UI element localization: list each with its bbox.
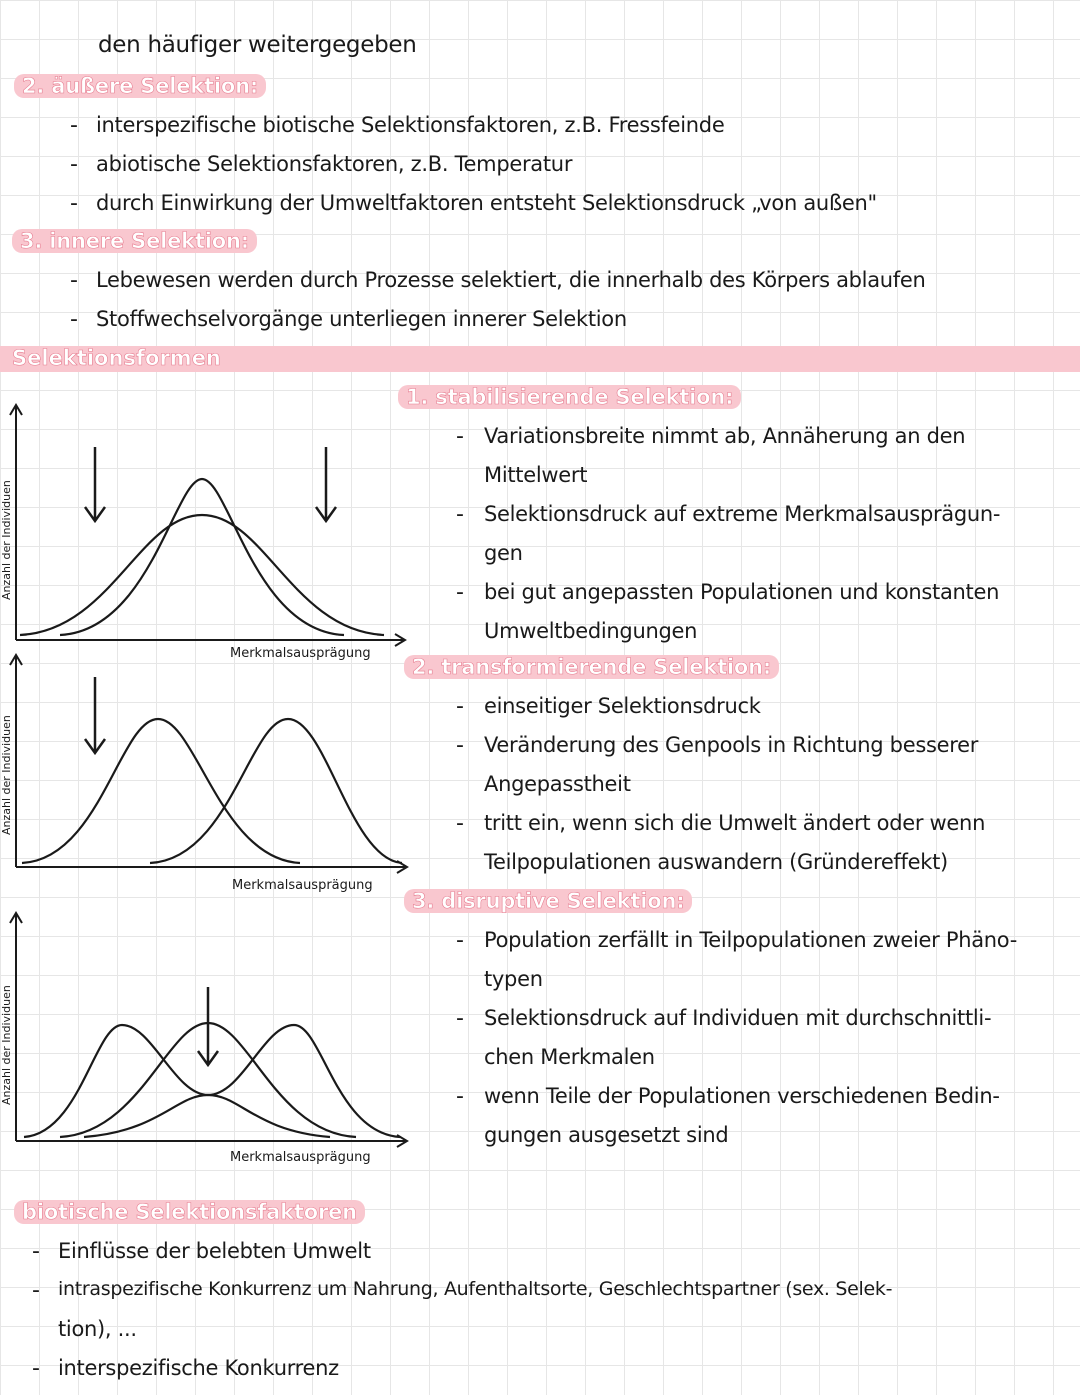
bullet-dash: -	[32, 1239, 40, 1264]
stabilizing-line-3: Selektionsdruck auf extreme Merkmalsausprägun-	[484, 502, 1001, 526]
biotic-line-1: Einflüsse der belebten Umwelt	[58, 1239, 371, 1263]
x-axis-label: Merkmalsausprägung	[230, 646, 371, 661]
disruptive-line-5: wenn Teile der Populationen verschiedenen Bedin-	[484, 1084, 1000, 1108]
stabilizing-line-1: Variationsbreite nimmt ab, Annäherung an den	[484, 424, 966, 448]
stabilizing-heading: 1. stabilisierende Selektion:	[398, 385, 741, 409]
stabilizing-line-5: bei gut angepassten Populationen und konstanten	[484, 580, 1000, 604]
bullet-dash: -	[70, 191, 78, 216]
selection-arrow-left	[85, 447, 105, 521]
disruptive-line-2: typen	[484, 967, 543, 991]
bullet-dash: -	[70, 307, 78, 332]
inner-item-1: Lebewesen werden durch Prozesse selektiert, die innerhalb des Körpers ablaufen	[96, 268, 926, 292]
biotic-line-4: interspezifische Konkurrenz	[58, 1356, 339, 1380]
y-axis-label: Anzahl der Individuen	[0, 985, 13, 1105]
selection-arrow-right	[316, 447, 336, 521]
transforming-line-3: Angepasstheit	[484, 772, 631, 796]
disruptive-line-6: gungen ausgesetzt sind	[484, 1123, 729, 1147]
right-peak-curve	[84, 1025, 400, 1137]
bullet-dash: -	[32, 1356, 40, 1381]
transforming-line-5: Teilpopulationen auswandern (Gründereffekt)	[484, 850, 948, 874]
stabilizing-line-2: Mittelwert	[484, 463, 588, 487]
bullet-dash: -	[70, 113, 78, 138]
x-axis-label: Merkmalsausprägung	[230, 1150, 371, 1165]
selection-forms-heading: Selektionsformen	[12, 346, 221, 370]
outer-item-3: durch Einwirkung der Umweltfaktoren entsteht Selektionsdruck „von außen"	[96, 191, 877, 215]
x-axis-label: Merkmalsausprägung	[232, 878, 373, 893]
disruptive-graph	[0, 905, 420, 1165]
outer-item-1: interspezifische biotische Selektionsfaktoren, z.B. Fressfeinde	[96, 113, 725, 137]
bullet-dash: -	[456, 1006, 464, 1031]
bullet-dash: -	[70, 152, 78, 177]
transforming-heading: 2. transformierende Selektion:	[404, 655, 779, 679]
transforming-line-2: Veränderung des Genpools in Richtung besserer	[484, 733, 979, 757]
stabilizing-line-6: Umweltbedingungen	[484, 619, 698, 643]
transforming-graph	[0, 645, 420, 895]
bullet-dash: -	[456, 580, 464, 605]
inner-item-2: Stoffwechselvorgänge unterliegen innerer Selektion	[96, 307, 627, 331]
bullet-dash: -	[32, 1278, 40, 1303]
selection-forms-band	[0, 346, 1080, 372]
narrow-curve	[60, 479, 344, 635]
biotic-line-3: tion), ...	[58, 1317, 137, 1341]
selection-arrow	[198, 987, 218, 1065]
bullet-dash: -	[456, 733, 464, 758]
biotic-line-2: intraspezifische Konkurrenz um Nahrung, Aufenthaltsorte, Geschlechtspartner (sex. Selek-	[58, 1278, 893, 1300]
stabilizing-graph	[0, 395, 420, 665]
original-curve	[22, 719, 300, 863]
outer-item-2: abiotische Selektionsfaktoren, z.B. Temperatur	[96, 152, 573, 176]
bullet-dash: -	[456, 928, 464, 953]
bullet-dash: -	[456, 1084, 464, 1109]
outer-selection-heading: 2. äußere Selektion:	[14, 74, 266, 98]
disruptive-line-3: Selektionsdruck auf Individuen mit durchschnittli-	[484, 1006, 992, 1030]
bullet-dash: -	[456, 502, 464, 527]
stabilizing-line-4: gen	[484, 541, 523, 565]
wide-curve	[20, 515, 384, 635]
inner-selection-heading: 3. innere Selektion:	[12, 229, 257, 253]
disruptive-line-4: chen Merkmalen	[484, 1045, 655, 1069]
bullet-dash: -	[456, 424, 464, 449]
y-axis-label: Anzahl der Individuen	[0, 480, 13, 600]
bullet-dash: -	[70, 268, 78, 293]
bullet-dash: -	[456, 694, 464, 719]
selection-arrow	[85, 677, 105, 753]
transforming-line-1: einseitiger Selektionsdruck	[484, 694, 761, 718]
disruptive-line-1: Population zerfällt in Teilpopulationen zweier Phäno-	[484, 928, 1017, 952]
continued-line: den häufiger weitergegeben	[98, 32, 417, 58]
disruptive-heading: 3. disruptive Selektion:	[404, 889, 692, 913]
y-axis-label: Anzahl der Individuen	[0, 715, 13, 835]
bullet-dash: -	[456, 811, 464, 836]
shifted-curve	[150, 719, 402, 863]
transforming-line-4: tritt ein, wenn sich die Umwelt ändert oder wenn	[484, 811, 986, 835]
biotic-factors-heading: biotische Selektionsfaktoren	[14, 1200, 365, 1224]
